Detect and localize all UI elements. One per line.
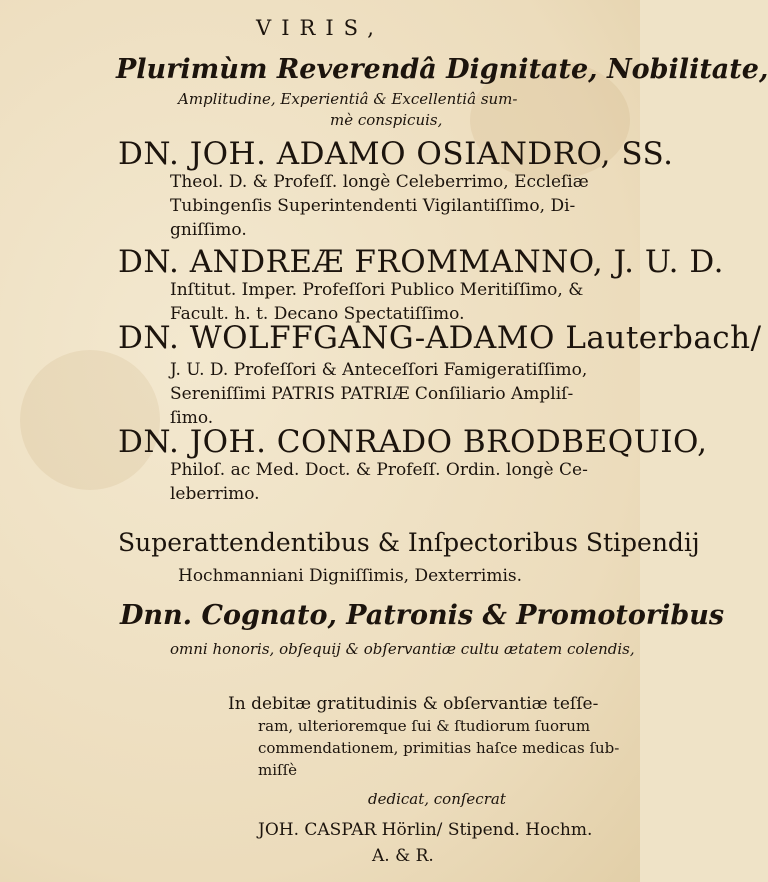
- person-3-line-3: ſimo.: [170, 408, 214, 428]
- superintendents-line-2: Hochmanniani Digniſſimis, Dexterrimis.: [178, 566, 523, 586]
- person-1-name: DN. JOH. ADAMO OSIANDRO, SS.: [118, 136, 674, 172]
- offering-line-1: In debitæ gratitudinis & obſervantiæ teſſe-: [228, 694, 599, 714]
- person-2-line-1: Inſtitut. Imper. Profeſſori Publico Meritiſſimo, &: [170, 280, 584, 300]
- offering-line-2: ram, ulterioremque ſui & ſtudiorum ſuorum: [258, 717, 591, 735]
- person-3-line-1: J. U. D. Profeſſori & Anteceſſori Famigeratiſſimo,: [170, 360, 588, 380]
- person-4-line-1: Philoſ. ac Med. Doct. & Profeſſ. Ordin. longè Ce-: [170, 460, 588, 480]
- offering-line-3: commendationem, primitias haſce medicas ſub-: [258, 739, 620, 757]
- page-heading: VIRIS,: [256, 16, 384, 40]
- patrons-line-2: omni honoris, obſequij & obſervantiæ cultu ætatem colendis,: [170, 640, 635, 658]
- person-3-line-2: Sereniſſimi PATRIS PATRIÆ Conſiliario Ampliſ-: [170, 384, 574, 404]
- person-4-line-2: leberrimo.: [170, 484, 260, 504]
- signature-line-1: JOH. CASPAR Hörlin/ Stipend. Hochm.: [258, 820, 593, 840]
- person-4-name: DN. JOH. CONRADO BRODBEQUIO,: [118, 424, 708, 460]
- paper-stain: [20, 350, 160, 490]
- offering-line-4: miſſè: [258, 761, 298, 779]
- person-3-name: DN. WOLFFGANG-ADAMO Lauterbach/: [118, 320, 762, 356]
- person-1-line-3: gniſſimo.: [170, 220, 247, 240]
- person-2-line-2: Facult. h. t. Decano Spectatiſſimo.: [170, 304, 465, 324]
- signature-line-2: A. & R.: [372, 846, 434, 866]
- patrons-line-1: Dnn. Cognato, Patronis & Promotoribus: [120, 600, 725, 631]
- dedication-line-3: mè conspicuis,: [330, 111, 443, 129]
- offering-closing: dedicat, conſecrat: [368, 790, 506, 808]
- dedication-line-2: Amplitudine, Experientiâ & Excellentiâ sum-: [178, 90, 518, 108]
- person-2-name: DN. ANDREÆ FROMMANNO, J. U. D.: [118, 244, 724, 280]
- person-1-line-2: Tubingenſis Superintendenti Vigilantiſſimo, Di-: [170, 196, 576, 216]
- person-1-line-1: Theol. D. & Profeſſ. longè Celeberrimo, Eccleſiæ: [170, 172, 589, 192]
- dedication-line-1: Plurimùm Reverendâ Dignitate, Nobilitate,: [116, 54, 768, 85]
- superintendents-line-1: Superattendentibus & Inſpectoribus Stipendij: [118, 528, 700, 557]
